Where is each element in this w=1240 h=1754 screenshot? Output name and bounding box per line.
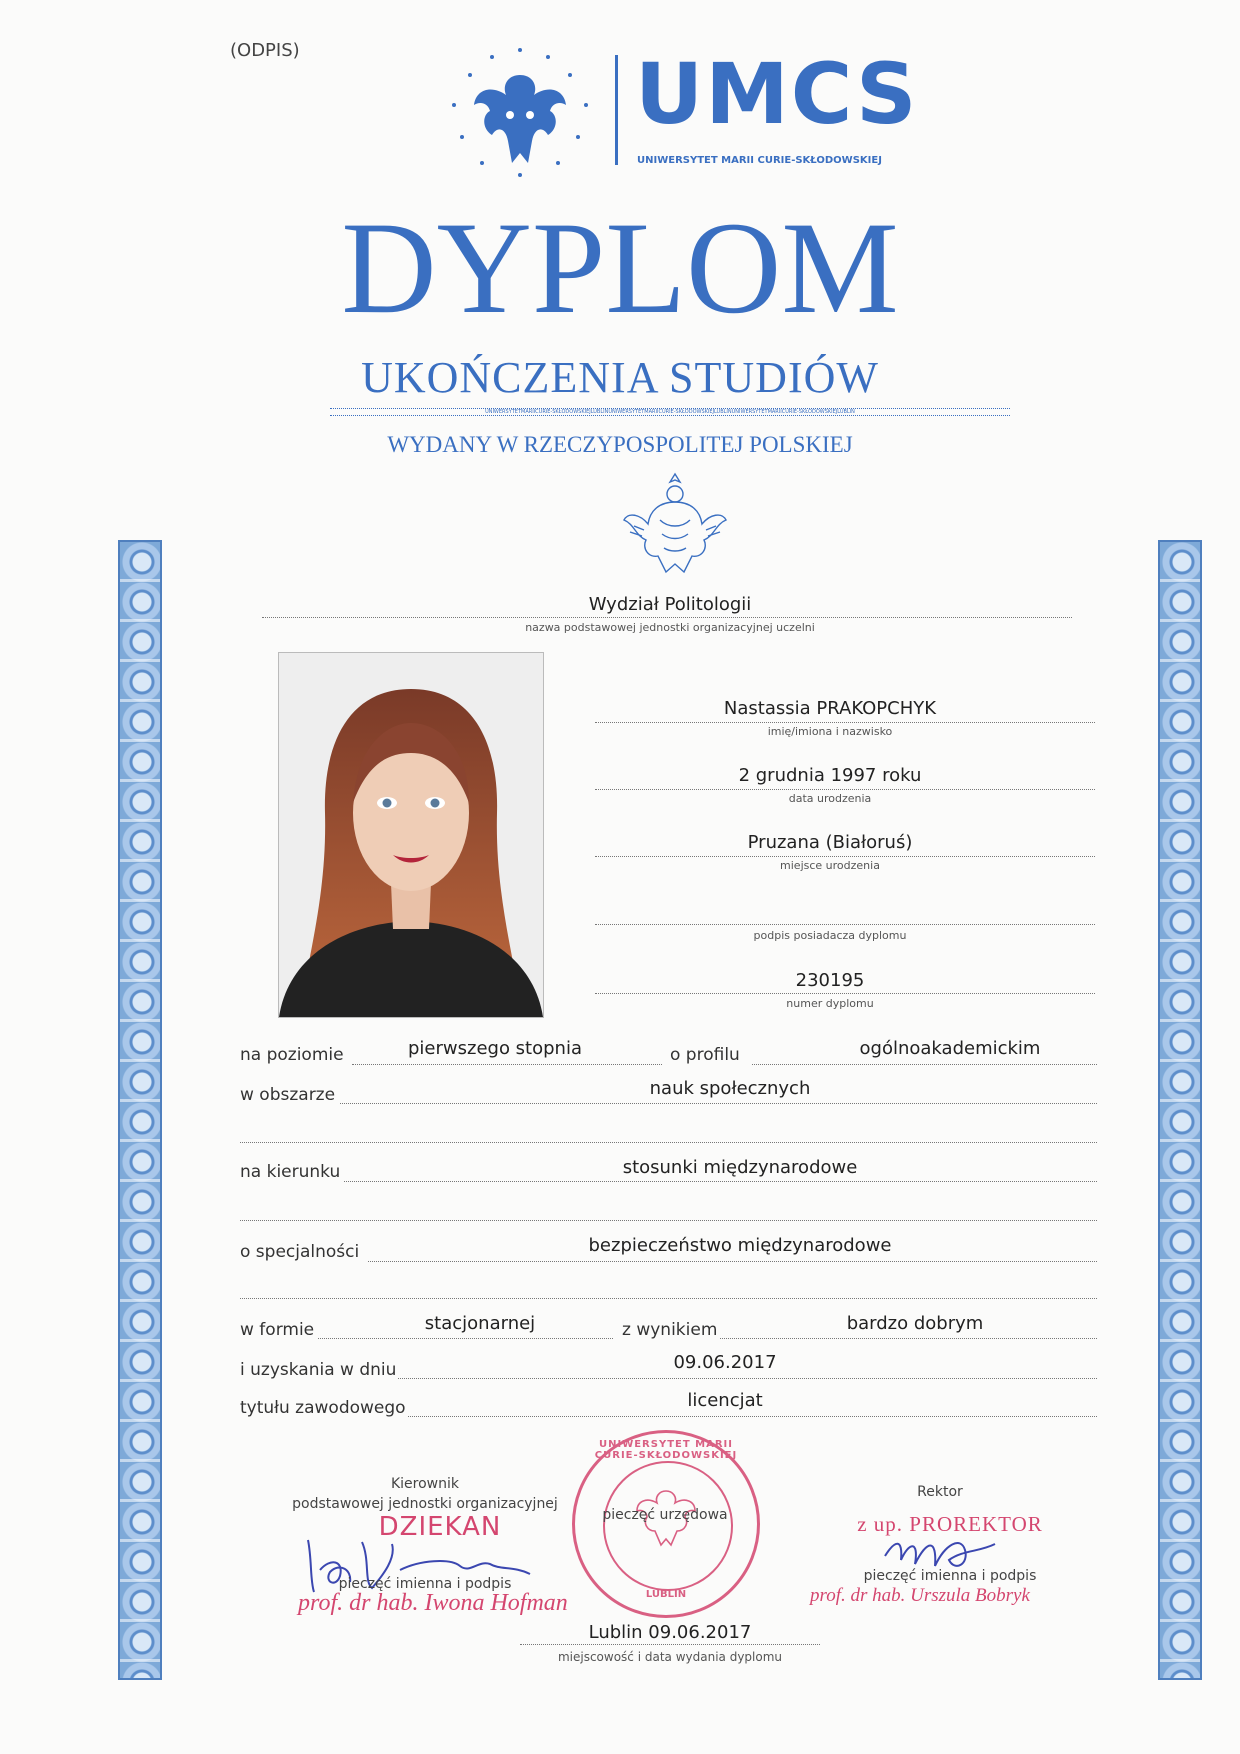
holder-signature-caption: podpis posiadacza dyplomu — [753, 929, 907, 942]
diploma-title: DYPLOM — [341, 194, 899, 341]
profile-label: o profilu — [670, 1045, 740, 1065]
rector-caption: pieczęć imienna i podpis — [863, 1568, 1037, 1584]
birth-date: 2 grudnia 1997 roku — [738, 765, 922, 786]
date-value: 09.06.2017 — [673, 1352, 777, 1373]
university-full-name: UNIWERSYTET MARII CURIE-SKŁODOWSKIEJ — [637, 155, 882, 166]
level-value: pierwszego stopnia — [408, 1038, 582, 1059]
dean-stamp: DZIEKAN — [378, 1512, 502, 1542]
university-short-name: UMCS — [635, 45, 919, 143]
result-value: bardzo dobrym — [846, 1313, 984, 1334]
rector-heading: Rektor — [917, 1484, 963, 1500]
area-label: w obszarze — [240, 1085, 336, 1105]
diploma-number: 230195 — [795, 970, 865, 991]
result-label: z wynikiem — [622, 1320, 718, 1340]
level-label: na poziomie — [240, 1045, 344, 1065]
form-value: stacjonarnej — [424, 1313, 536, 1334]
title-label: tytułu zawodowego — [240, 1398, 406, 1418]
rector-stamp: z up. PROREKTOR — [857, 1512, 1043, 1536]
dean-heading: Kierownik — [390, 1476, 460, 1492]
faculty-caption: nazwa podstawowej jednostki organizacyjnej uczelni — [525, 621, 815, 634]
umcs-logo — [440, 45, 919, 180]
faculty-name: Wydział Politologii — [588, 594, 752, 615]
official-seal — [572, 1430, 760, 1618]
diploma-subtitle: UKOŃCZENIA STUDIÓW — [361, 353, 879, 402]
seal-caption: pieczęć urzędowa — [602, 1507, 728, 1523]
holder-name-caption: imię/imiona i nazwisko — [767, 725, 893, 738]
specialty-value: bezpieczeństwo międzynarodowe — [588, 1235, 892, 1256]
profile-value: ogólnoakademickim — [859, 1038, 1041, 1059]
birth-date-caption: data urodzenia — [788, 792, 872, 805]
issue-caption: miejscowość i data wydania dyplomu — [557, 1650, 783, 1664]
microtext-line: UNIWERSYTETMARIICURIE-SKŁODOWSKIEJLUBLINUNIWERSYTETMARIICURIE-SKŁODOWSKIEJLUBLINUNIWERSYTETMARIICURIE-SKŁODOWSKIEJLUBLIN — [330, 408, 1010, 416]
issued-in-poland: WYDANY W RZECZYPOSPOLITEJ POLSKIEJ — [387, 432, 853, 457]
field-label: na kierunku — [240, 1162, 341, 1182]
specialty-label: o specjalności — [240, 1242, 360, 1262]
title-value: licencjat — [687, 1390, 763, 1411]
date-label: i uzyskania w dniu — [240, 1360, 397, 1380]
decorative-border-left — [118, 540, 162, 1680]
dean-heading-unit: podstawowej jednostki organizacyjnej — [292, 1496, 558, 1512]
seal-city: LUBLIN — [645, 1589, 687, 1600]
field-value: stosunki międzynarodowe — [622, 1157, 858, 1178]
dean-name: prof. dr hab. Iwona Hofman — [298, 1590, 568, 1616]
diploma-number-caption: numer dyplomu — [786, 997, 874, 1010]
holder-name: Nastassia PRAKOPCHYK — [723, 698, 937, 719]
form-label: w formie — [240, 1320, 315, 1340]
area-value: nauk społecznych — [649, 1078, 811, 1099]
polish-eagle-icon — [620, 468, 730, 583]
holder-photo — [278, 652, 544, 1018]
eagle-emblem-icon — [440, 45, 600, 180]
rector-name: prof. dr hab. Urszula Bobryk — [810, 1585, 1030, 1606]
decorative-border-right — [1158, 540, 1202, 1680]
birth-place-caption: miejsce urodzenia — [780, 859, 880, 872]
dean-caption: pieczęć imienna i podpis — [338, 1576, 512, 1592]
seal-ring-text: UNIWERSYTET MARII CURIE-SKŁODOWSKIEJ — [594, 1439, 738, 1461]
copy-mark: (ODPIS) — [230, 40, 300, 61]
birth-place: Pruzana (Białoruś) — [747, 832, 913, 853]
issue-place-date: Lublin 09.06.2017 — [588, 1622, 752, 1643]
